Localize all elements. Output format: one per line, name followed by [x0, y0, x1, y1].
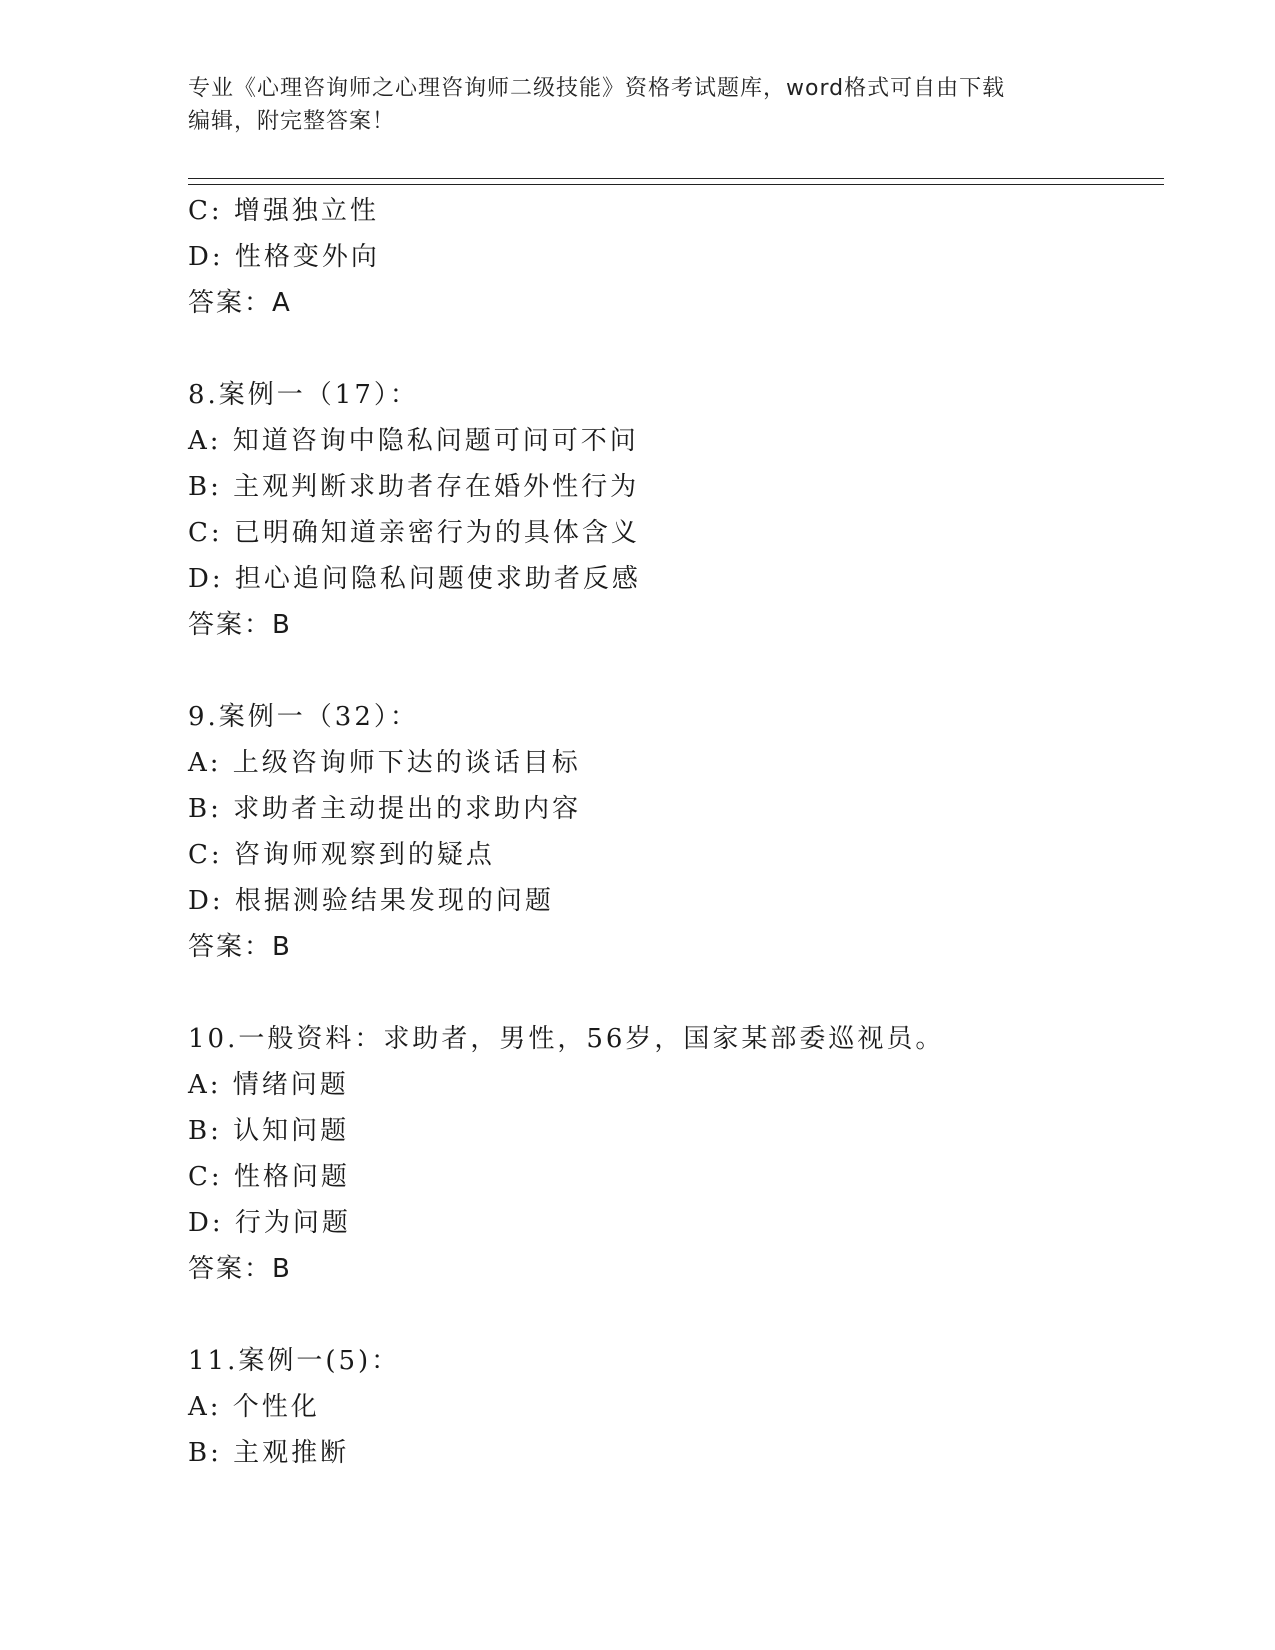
page-header — [188, 72, 1088, 138]
question-stem: 9.案例一（32）： — [188, 702, 419, 732]
option-line: B: 主观推断 — [188, 1438, 350, 1468]
question-stem: 10.一般资料：求助者，男性，56岁，国家某部委巡视员。 — [188, 1024, 945, 1054]
option-line: B: 主观判断求助者存在婚外性行为 — [188, 472, 640, 502]
spacer — [188, 1292, 1148, 1338]
option-line: C: 增强独立性 — [188, 196, 379, 226]
option-line: A: 情绪问题 — [188, 1070, 349, 1100]
option-line: D: 根据测验结果发现的问题 — [188, 886, 554, 916]
option-line: C: 咨询师观察到的疑点 — [188, 840, 495, 870]
header-line-1: 专业《心理咨询师之心理咨询师二级技能》资格考试题库，word格式可自由下载 — [188, 76, 1006, 101]
header-line-2: 编辑，附完整答案！ — [188, 109, 396, 134]
spacer — [188, 648, 1148, 694]
question-list — [188, 188, 1148, 1476]
option-line: A: 上级咨询师下达的谈话目标 — [188, 748, 581, 778]
header-divider-top — [188, 178, 1164, 179]
question-stem: 8.案例一（17）： — [188, 380, 419, 410]
option-line: D: 性格变外向 — [188, 242, 380, 272]
answer-line: 答案：B — [188, 1254, 292, 1284]
option-line: C: 已明确知道亲密行为的具体含义 — [188, 518, 640, 548]
spacer — [188, 326, 1148, 372]
option-line: B: 认知问题 — [188, 1116, 350, 1146]
option-line: C: 性格问题 — [188, 1162, 350, 1192]
question-block — [188, 1338, 1148, 1476]
header-divider-bottom — [188, 184, 1164, 185]
question-block — [188, 188, 1148, 326]
question-block — [188, 694, 1148, 970]
answer-line: 答案：B — [188, 932, 292, 962]
question-stem: 11.案例一(5)： — [188, 1346, 401, 1376]
question-block — [188, 372, 1148, 648]
answer-line: 答案：A — [188, 288, 292, 318]
option-line: A: 个性化 — [188, 1392, 320, 1422]
option-line: B: 求助者主动提出的求助内容 — [188, 794, 582, 824]
option-line: D: 行为问题 — [188, 1208, 351, 1238]
spacer — [188, 970, 1148, 1016]
question-block — [188, 1016, 1148, 1292]
option-line: D: 担心追问隐私问题使求助者反感 — [188, 564, 641, 594]
option-line: A: 知道咨询中隐私问题可问可不问 — [188, 426, 639, 456]
answer-line: 答案：B — [188, 610, 292, 640]
